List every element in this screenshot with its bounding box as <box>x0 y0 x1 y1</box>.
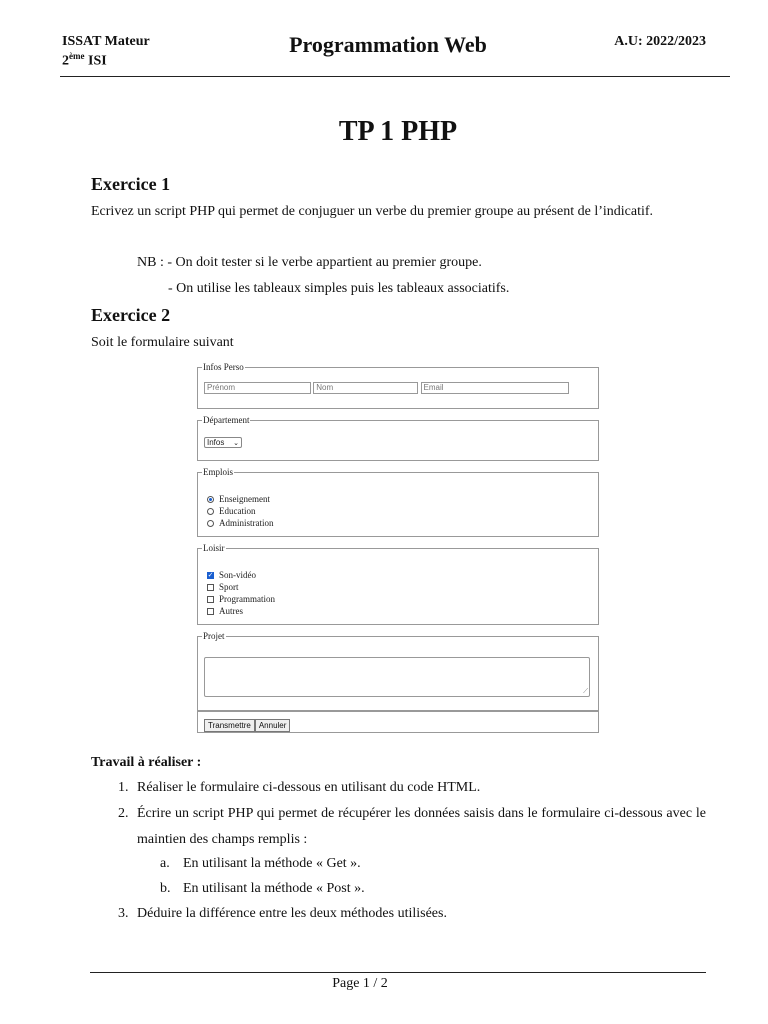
prenom-input[interactable]: Prénom <box>204 382 311 394</box>
radio-option-education[interactable]: Education <box>204 505 592 517</box>
footer-rule <box>90 972 706 973</box>
travail-item-1: 1. Réaliser le formulaire ci-dessous en utilisant du code HTML. <box>118 780 481 795</box>
travail-item-2a: a. En utilisant la méthode « Get ». <box>160 856 361 871</box>
reset-button[interactable]: Annuler <box>255 719 291 732</box>
exercise-1-text: Ecrivez un script PHP qui permet de conjuguer un verbe du premier groupe au présent de l’indicatif. <box>91 204 654 219</box>
departement-selected: Infos <box>207 438 225 447</box>
resize-grip-icon[interactable]: ⟋ <box>583 687 588 695</box>
projet-textarea[interactable] <box>204 657 590 697</box>
exercise-2-title: Exercice 2 <box>91 305 171 325</box>
header-rule <box>60 76 730 77</box>
checkbox-option-autres[interactable]: Autres <box>204 605 592 617</box>
submit-button[interactable]: Transmettre <box>204 719 255 732</box>
nom-input[interactable]: Nom <box>313 382 418 394</box>
course-title: Programmation Web <box>289 32 487 57</box>
fieldset-loisir <box>197 543 599 625</box>
exercise-1-nb1: NB : - On doit tester si le verbe appartient au premier groupe. <box>137 255 482 270</box>
checkbox-option-sport[interactable]: Sport <box>204 581 592 593</box>
fieldset-departement <box>197 415 599 461</box>
checkbox-icon[interactable] <box>207 584 214 591</box>
email-input[interactable]: Email <box>421 382 569 394</box>
radio-option-administration[interactable]: Administration <box>204 517 592 529</box>
fieldset-infos-perso <box>197 362 599 409</box>
fieldset-emplois <box>197 467 599 537</box>
travail-item-3: 3. Déduire la différence entre les deux méthodes utilisées. <box>118 906 447 921</box>
checkbox-option-son-video[interactable]: ✓ Son-vidéo <box>207 570 256 580</box>
checkbox-option-programmation[interactable]: Programmation <box>204 593 592 605</box>
travail-title: Travail à réaliser : <box>91 755 202 770</box>
travail-item-2b: b. En utilisant la méthode « Post ». <box>160 881 365 896</box>
radio-option-enseignement[interactable]: Enseignement <box>204 493 592 505</box>
form-figure <box>197 362 599 733</box>
checkbox-checked-icon[interactable]: ✓ <box>207 570 214 579</box>
radio-icon-selected[interactable] <box>207 496 214 503</box>
form-buttons-bar <box>197 711 599 733</box>
exercise-2-intro: Soit le formulaire suivant <box>91 335 234 350</box>
legend-projet: Projet <box>203 631 225 641</box>
academic-year: A.U: 2022/2023 <box>614 34 706 49</box>
legend-departement: Département <box>203 415 250 425</box>
chevron-down-icon: ⌄ <box>233 439 239 447</box>
radio-icon[interactable] <box>207 508 214 515</box>
fieldset-projet <box>197 631 599 711</box>
page-title: TP 1 PHP <box>338 116 458 147</box>
travail-item-2: 2. Écrire un script PHP qui permet de récupérer les données saisis dans le formulaire ci-dessous avec le maintien des champs remplis : <box>118 806 706 847</box>
departement-select[interactable] <box>204 437 242 448</box>
exercise-1-nb2: - On utilise les tableaux simples puis les tableaux associatifs. <box>168 281 510 296</box>
legend-infos-perso: Infos Perso <box>203 362 244 372</box>
exercise-1-title: Exercice 1 <box>91 174 171 194</box>
legend-emplois: Emplois <box>203 467 234 477</box>
checkbox-icon[interactable] <box>207 608 214 615</box>
page-number: Page 1 / 2 <box>332 976 388 991</box>
class-name: 2ème ISI <box>62 51 107 69</box>
checkbox-icon[interactable] <box>207 596 214 603</box>
legend-loisir: Loisir <box>203 543 225 553</box>
radio-icon[interactable] <box>207 520 214 527</box>
school-name: ISSAT Mateur <box>62 34 150 49</box>
